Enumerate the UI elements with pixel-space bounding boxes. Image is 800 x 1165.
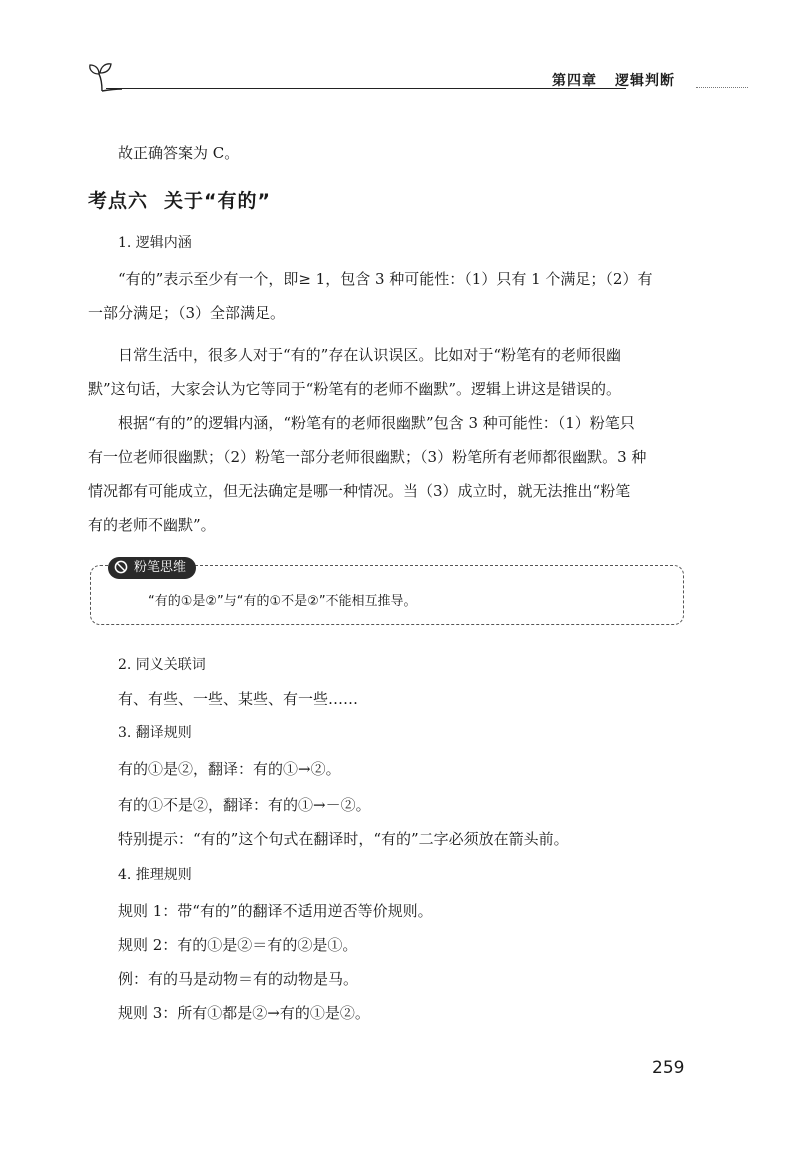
header-rule: [106, 88, 626, 89]
sub-heading-2: 2. 同义关联词: [118, 657, 206, 673]
page-number: 259: [652, 1058, 685, 1078]
paragraph-line: 规则 1：带“有的”的翻译不适用逆否等价规则。: [118, 902, 433, 920]
chapter-topic: 逻辑判断: [615, 73, 675, 89]
tip-label-text: 粉笔思维: [134, 560, 187, 575]
paragraph-line: 特别提示：“有的”这个句式在翻译时，“有的”二字必须放在箭头前。: [118, 830, 569, 848]
paragraph-line: 一部分满足；（3）全部满足。: [88, 304, 286, 322]
sub-heading-1: 1. 逻辑内涵: [118, 235, 192, 251]
paragraph-line: “有的”表示至少有一个，即≥ 1，包含 3 种可能性：（1）只有 1 个满足；（2）有: [118, 270, 653, 288]
sub-heading-4: 4. 推理规则: [118, 867, 192, 883]
paragraph-line: 例：有的马是动物＝有的动物是马。: [118, 970, 359, 988]
paragraph-line: 规则 2：有的①是②＝有的②是①。: [118, 936, 358, 954]
section-name: 关于“有的”: [164, 190, 271, 212]
paragraph-line: 有一位老师很幽默；（2）粉笔一部分老师很幽默；（3）粉笔所有老师都很幽默。3 种: [88, 448, 647, 466]
paragraph-line: 有的老师不幽默”。: [88, 516, 216, 534]
paragraph-line: 有、有些、一些、某些、有一些……: [118, 690, 359, 708]
running-header: [88, 58, 748, 94]
paragraph-line: 情况都有可能成立，但无法确定是哪一种情况。当（3）成立时，就无法推出“粉笔: [88, 482, 631, 500]
paragraph-line: 规则 3：所有①都是②→有的①是②。: [118, 1004, 370, 1022]
no-sign-icon: [114, 560, 128, 574]
paragraph-line: 日常生活中，很多人对于“有的”存在认识误区。比如对于“粉笔有的老师很幽: [118, 346, 622, 364]
tip-text: “有的①是②”与“有的①不是②”不能相互推导。: [148, 594, 417, 609]
sub-heading-3: 3. 翻译规则: [118, 725, 192, 741]
tip-label: [108, 557, 196, 579]
paragraph-line: 有的①是②，翻译：有的①→②。: [118, 760, 341, 778]
paragraph-line: 有的①不是②，翻译：有的①→－②。: [118, 796, 371, 814]
paragraph-line: 默”这句话，大家会认为它等同于“粉笔有的老师不幽默”。逻辑上讲这是错误的。: [88, 380, 622, 398]
header-dotted-rule: [696, 87, 748, 88]
answer-line: 故正确答案为 C。: [118, 144, 240, 162]
chapter-label: [552, 70, 675, 90]
chapter-number: 第四章: [552, 73, 597, 89]
section-number: 考点六: [88, 190, 149, 212]
paragraph-line: 根据“有的”的逻辑内涵，“粉笔有的老师很幽默”包含 3 种可能性：（1）粉笔只: [118, 414, 635, 432]
section-title: [88, 186, 271, 213]
